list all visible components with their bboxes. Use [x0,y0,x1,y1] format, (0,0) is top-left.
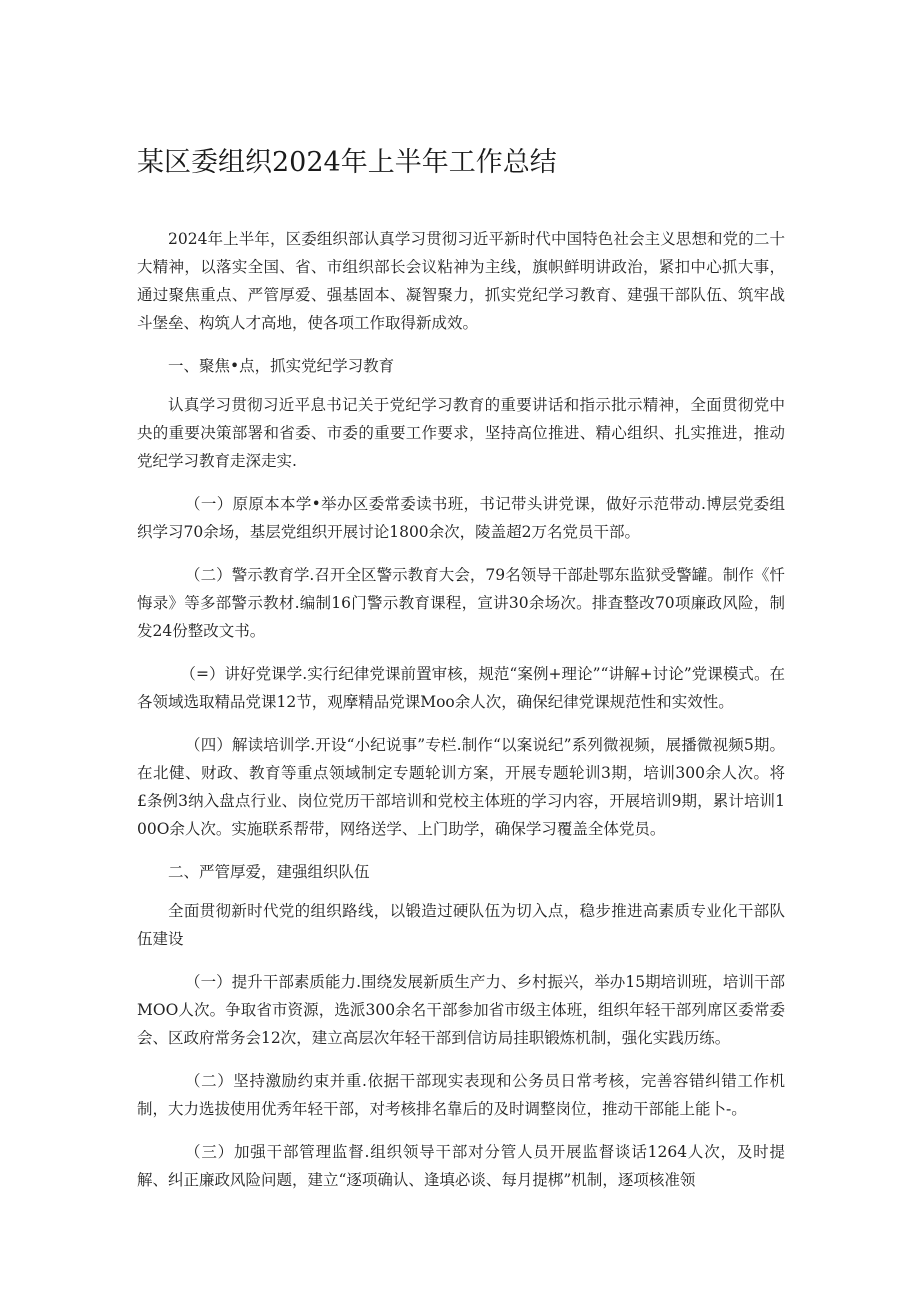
section-1-item-2: （二）警示教育学.召开全区警示教育大会，79名领导干部赴鄂东监狱受警罐。制作《忏悔录》等多部警示教材.编制16门警示教育课程，宣讲30余场次。排査整改70项廉政风险，制发24份整改文书。 [137,566,785,640]
section-2-item-1: （一）提升干部素质能力.围绕发展新质生产力、乡村振兴，举办15期培训班，培训干部MOO人次。争取省市资源，选派300余名干部参加省市级主体班，组织年轻干部列席区委常委会、区政府常务会12次，建立高层次年轻干部到信访局挂职锻炼机制，强化实践历练。 [137,973,785,1047]
intro-paragraph: 2024年上半年，区委组织部认真学习贯彻习近平新时代中国特色社会主义思想和党的二十大精神，以落实全国、省、市组织部长会议粘神为主线，旗帜鲜明讲政治，紧扣中心抓大事，通过聚焦重点、严管厚爱、强基固本、凝智聚力，抓实党纪学习教育、建强干部队伍、筑牢战斗堡垒、构筑人才高地，使各项工作取得新成效。 [137,230,785,332]
section-1-item-4: （四）解读培训学.开设“小纪说事”专栏.制作“以案说纪”系列微视频，展播微视频5期。在北健、财政、教育等重点领域制定专题轮训方案，开展专题轮训3期，培训300余人次。将£条例3纳入盘点行业、岗位党历干部培训和党校主体班的学习内容，开展培训9期，累计培训100O余人次。实施联系帮带，网络送学、上门助学，确保学习覆盖全体党员。 [137,736,785,838]
section-heading-1: 一、聚焦•点，抓实党纪学习教育 [168,357,395,375]
section-heading-2: 二、严管厚爱，建强组织队伍 [168,863,370,881]
section-2-item-2: （二）坚持激励约束并重.依据干部现实表现和公务员日常考核，完善容错纠错工作机制，大力选拔使用优秀年轻干部，对考核排名靠后的及时调整岗位，推动干部能上能卜-。 [137,1072,785,1118]
document-body [137,225,785,1209]
section-1-intro: 认真学习贯彻习近平息书记关于党纪学习教育的重要讲话和指示批示精神，全面贯彻党中央的重要决策部署和省委、市委的重要工作要求，坚持高位推进、精心组织、扎实推进，推动党纪学习教育走深走实. [137,396,785,470]
section-1-item-1: （一）原原本本学•举办区委常委读书班，书记带头讲党课，做好示范带动.博层党委组织学习70余场，基层党组织开展讨论1800余次，陵盖超2万名党员干部。 [137,495,785,541]
section-2-intro: 全面贯彻新时代党的组织路线，以锻造过硬队伍为切入点，稳步推进高素质专业化干部队伍建设 [137,902,785,948]
section-2-item-3: （三）加强干部管理监督.组织领导干部对分管人员开展监督谈话1264人次，及时提解、纠正廉政风险问题，建立“逐项确认、逢填必谈、每月提梆”机制，逐项核准领 [137,1143,785,1189]
page-title: 某区委组织2024年上半年工作总结 [137,147,557,178]
section-1-item-3: （=）讲好党课学.实行纪律党课前置审核，规范“案例+理论”“讲解+讨论”党课模式。在各领域选取精品党课12节，观摩精品党课Moo余人次，确保纪律党课规范性和实效性。 [137,665,785,711]
